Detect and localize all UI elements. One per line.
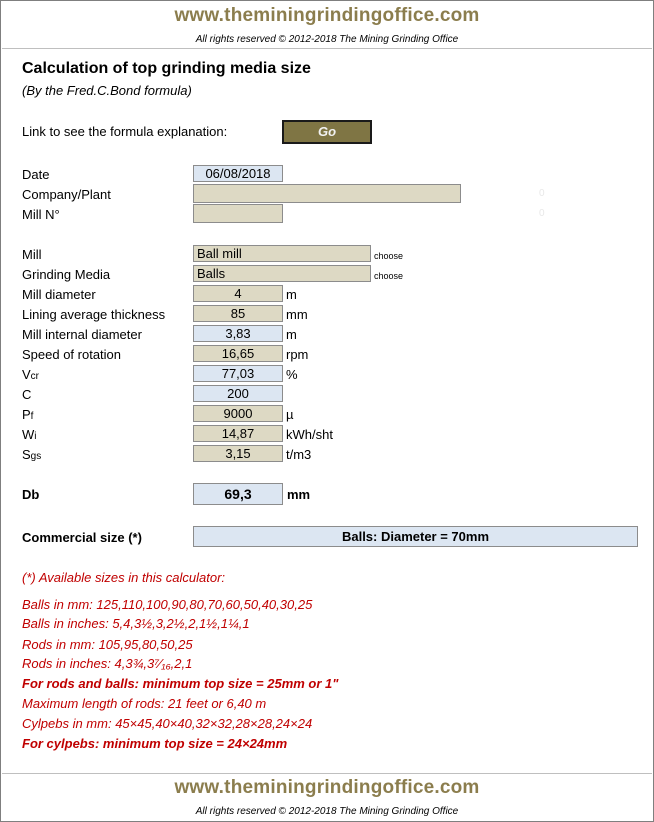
wi-unit: kWh/sht	[286, 427, 333, 442]
mill-number-field[interactable]	[193, 204, 283, 223]
copyright-text: All rights reserved © 2012-2018 The Mining Grinding Office	[195, 34, 459, 45]
internal-diameter-value: 3,83	[193, 325, 283, 342]
note-min-cylpebs: For cylpebs: minimum top size = 24×24mm	[22, 736, 288, 751]
company-field[interactable]	[193, 184, 461, 203]
media-choose-hint: choose	[374, 271, 404, 281]
c-value: 200	[193, 385, 283, 402]
mill-diameter-label: Mill diameter	[22, 287, 96, 302]
lining-thickness-field[interactable]: 85	[193, 305, 283, 322]
mill-choose-hint: choose	[374, 251, 404, 261]
lining-thickness-unit: mm	[286, 307, 308, 322]
mill-label: Mill	[22, 247, 42, 262]
speed-label: Speed of rotation	[22, 347, 122, 362]
footer-site-title: www.theminingrindingoffice.com	[174, 777, 480, 798]
site-title: www.theminingrindingoffice.com	[174, 5, 480, 26]
company-ghost-value: 0	[539, 188, 545, 199]
pf-label: Pf	[22, 407, 34, 422]
speed-unit: rpm	[286, 347, 309, 362]
sgs-unit: t/m3	[286, 447, 312, 462]
footer-divider	[2, 773, 652, 774]
notes-heading: (*) Available sizes in this calculator:	[22, 570, 226, 585]
date-field[interactable]: 06/08/2018	[193, 165, 283, 182]
db-value: 69,3	[193, 483, 283, 505]
internal-diameter-unit: m	[286, 327, 297, 342]
internal-diameter-label: Mill internal diameter	[22, 327, 142, 342]
grinding-media-select[interactable]: Balls	[193, 265, 371, 282]
header-divider	[2, 48, 652, 49]
pf-unit: µ	[286, 407, 294, 422]
vcr-unit: %	[286, 367, 298, 382]
mill-diameter-unit: m	[286, 287, 297, 302]
note-min-rods-balls: For rods and balls: minimum top size = 25mm or 1"	[22, 676, 339, 691]
vcr-label: Vcr	[22, 367, 40, 382]
mill-diameter-field[interactable]: 4	[193, 285, 283, 302]
wi-label: Wi	[22, 427, 37, 442]
date-label: Date	[22, 167, 50, 182]
pf-field[interactable]: 9000	[193, 405, 283, 422]
page-title: Calculation of top grinding media size	[22, 60, 311, 77]
commercial-size-value: Balls: Diameter = 70mm	[193, 526, 638, 547]
c-label: C	[22, 387, 32, 402]
note-balls-inches: Balls in inches: 5,4,3½,3,2½,2,1½,1¼,1	[22, 616, 250, 631]
mill-select[interactable]: Ball mill	[193, 245, 371, 262]
company-label: Company/Plant	[22, 187, 111, 202]
db-unit: mm	[287, 487, 311, 502]
page-subtitle: (By the Fred.C.Bond formula)	[22, 83, 192, 98]
note-rods-inches: Rods in inches: 4,3¾,3⁷⁄₁₆,2,1	[22, 656, 193, 671]
go-button[interactable]: Go	[282, 120, 372, 144]
note-balls-mm: Balls in mm: 125,110,100,90,80,70,60,50,40,30,25	[22, 597, 313, 612]
wi-field[interactable]: 14,87	[193, 425, 283, 442]
speed-field[interactable]: 16,65	[193, 345, 283, 362]
note-cylpebs-mm: Cylpebs in mm: 45×45,40×40,32×32,28×28,24×24	[22, 716, 313, 731]
footer-copyright-text: All rights reserved © 2012-2018 The Mining Grinding Office	[195, 806, 459, 817]
mill-number-label: Mill N°	[22, 207, 60, 222]
grinding-media-label: Grinding Media	[22, 267, 111, 282]
note-rods-mm: Rods in mm: 105,95,80,50,25	[22, 637, 193, 652]
sgs-field[interactable]: 3,15	[193, 445, 283, 462]
commercial-size-label: Commercial size (*)	[22, 530, 142, 545]
sgs-label: Sgs	[22, 447, 42, 462]
lining-thickness-label: Lining average thickness	[22, 307, 166, 322]
note-rod-length: Maximum length of rods: 21 feet or 6,40 m	[22, 696, 267, 711]
formula-link-label: Link to see the formula explanation:	[22, 124, 228, 139]
vcr-value: 77,03	[193, 365, 283, 382]
db-label: Db	[22, 487, 40, 502]
mill-number-ghost-value: 0	[539, 208, 545, 219]
